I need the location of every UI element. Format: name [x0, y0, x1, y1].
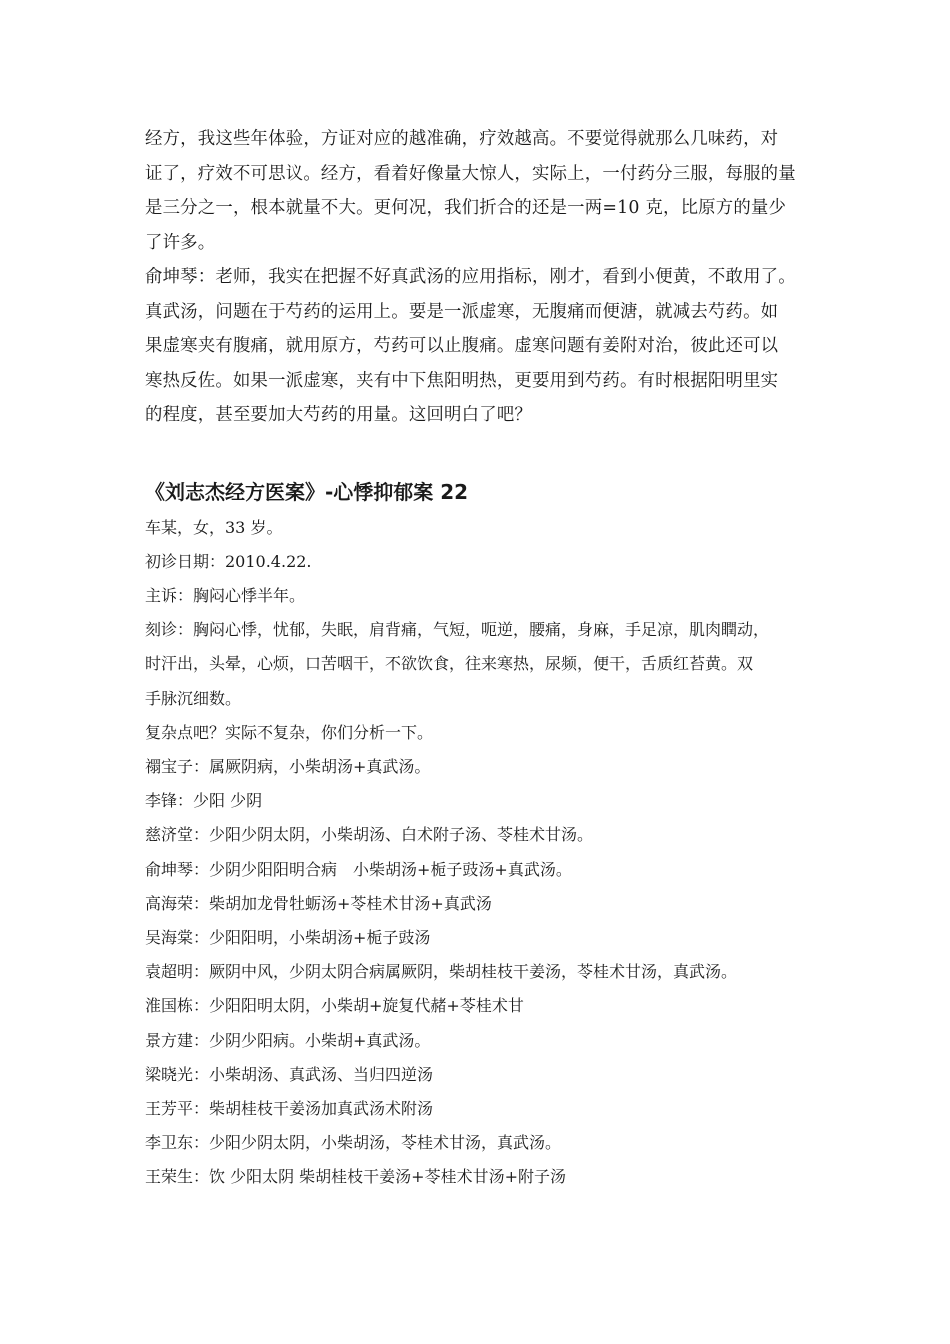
intro-paragraph: [145, 122, 815, 433]
case-line: 俞坤琴：少阴少阳阳明合病 小柴胡汤+栀子豉汤+真武汤。: [145, 859, 572, 879]
case-line: 淮国栋：少阳阳明太阴，小柴胡+旋复代赭+苓桂术甘: [145, 996, 524, 1016]
text-line: 俞坤琴：老师，我实在把握不好真武汤的应用指标，刚才，看到小便黄，不敢用了。: [145, 267, 796, 287]
case-line: 车某，女，33 岁。: [145, 517, 283, 537]
case-line: 王荣生：饮 少阳太阴 柴胡桂枝干姜汤+苓桂术甘汤+附子汤: [145, 1167, 566, 1187]
text-line: 是三分之一，根本就量不大。更何况，我们折合的还是一两=10 克，比原方的量少: [145, 198, 787, 218]
case-line: 高海荣：柴胡加龙骨牡蛎汤+苓桂术甘汤+真武汤: [145, 893, 492, 913]
section-spacer: [145, 433, 815, 477]
case-line: 禤宝子：属厥阴病，小柴胡汤+真武汤。: [145, 756, 431, 776]
case-line: 吴海棠：少阳阳明，小柴胡汤+栀子豉汤: [145, 927, 431, 947]
document-page: [145, 122, 815, 1195]
case-line: 时汗出，头晕，心烦，口苦咽干，不欲饮食，往来寒热，尿频，便干，舌质红苔黄。双: [145, 654, 754, 674]
case-line: 袁超明：厥阴中风，少阴太阴合病属厥阴，柴胡桂枝干姜汤，苓桂术甘汤，真武汤。: [145, 962, 738, 982]
text-line: 经方，我这些年体验，方证对应的越准确，疗效越高。不要觉得就那么几味药，对: [145, 129, 779, 149]
text-line: 寒热反佐。如果一派虚寒，夹有中下焦阳明热，更要用到芍药。有时根据阳明里实: [145, 370, 779, 391]
case-body: [145, 511, 815, 1195]
case-line: 景方建：少阴少阳病。小柴胡+真武汤。: [145, 1030, 431, 1050]
case-heading: 《刘志杰经方医案》-心悸抑郁案 22: [145, 479, 469, 504]
text-line: 证了，疗效不可思议。经方，看着好像量大惊人，实际上，一付药分三服，每服的量: [145, 163, 796, 184]
case-line: 李卫东：少阳少阴太阴，小柴胡汤，苓桂术甘汤，真武汤。: [145, 1133, 562, 1153]
case-line: 初诊日期：2010.4.22.: [145, 551, 312, 571]
case-line: 王芳平：柴胡桂枝干姜汤加真武汤术附汤: [145, 1098, 434, 1118]
case-line: 复杂点吧？实际不复杂，你们分析一下。: [145, 722, 434, 742]
case-line: 手脉沉细数。: [145, 688, 242, 708]
case-line: 刻诊：胸闷心悸，忧郁，失眠，肩背痛，气短，呃逆，腰痛，身麻，手足凉，肌肉瞤动，: [145, 620, 770, 640]
text-line: 果虚寒夹有腹痛，就用原方，芍药可以止腹痛。虚寒问题有姜附对治，彼此还可以: [145, 336, 779, 356]
case-line: 梁晓光：小柴胡汤、真武汤、当归四逆汤: [145, 1064, 434, 1084]
case-line: 李锋：少阳 少阴: [145, 791, 263, 811]
case-line: 主诉：胸闷心悸半年。: [145, 585, 306, 605]
text-line: 的程度，甚至要加大芍药的用量。这回明白了吧？: [145, 405, 532, 425]
text-line: 真武汤，问题在于芍药的运用上。要是一派虚寒，无腹痛而便溏，就减去芍药。如: [145, 301, 779, 322]
text-line: 了许多。: [145, 232, 216, 253]
case-line: 慈济堂：少阳少阴太阴，小柴胡汤、白术附子汤、苓桂术甘汤。: [145, 825, 594, 845]
